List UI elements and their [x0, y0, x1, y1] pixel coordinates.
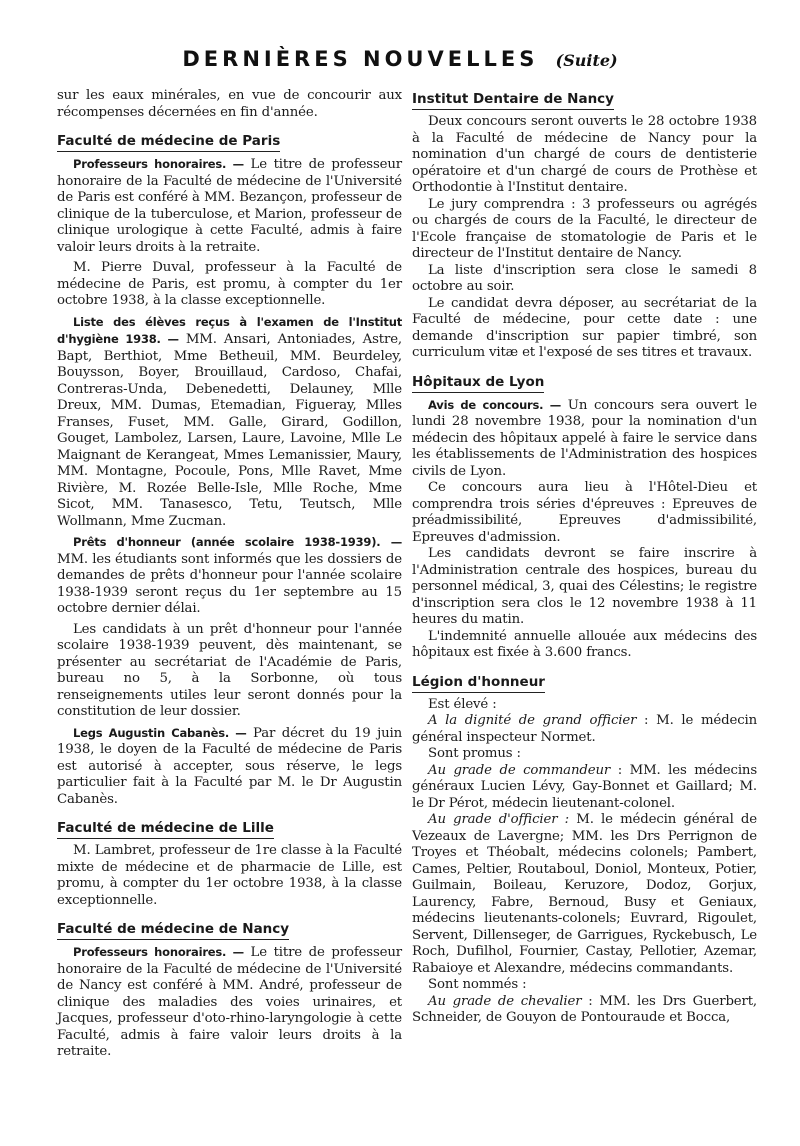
page-title-suite: (Suite) — [555, 51, 618, 70]
paris-paragraph-1 — [57, 156, 402, 256]
legion-l7-text: : MM. les Drs Guerbert, Schneider, de Gouyon de Pontouraude et Bocca, — [412, 993, 757, 1025]
legion-line-1: Est élevé : — [428, 696, 497, 712]
paris-p1-text: Le titre de professeur honoraire de la Faculté de médecine de l'Université de Paris est conféré à MM. Bezançon, professeur de clinique de la tuberculose, et Marion, professeur de clinique urologique à cette Faculté, admis à faire valoir leurs droits à la retraite. — [57, 157, 402, 255]
legion-l5-text: M. le médecin général de Vezeaux de Lavergne; MM. les Drs Perrignon de Troyes et Théobalt, médecins colonels; Pambert, Cames, Peltier, Routaboul, Doniol, Monteux, Potier, Guilmain, Boileau, Keruzore, Dodoz, Gorjux, Laurency, Fabre, Bernoud, Busy et Geniaux, médecins lieutenants-colonels; Euvrard, Rigoulet, Servent, Dillenseger, de Garrigues, Ryckebusch, Le Roch, Dufilhol, Fournier, Castay, Pellotier, Azemar, Rabaioye et Alexandre, médecins commandants. — [412, 812, 757, 976]
dentaire-paragraph-3: La liste d'inscription sera close le samedi 8 octobre au soir. — [412, 262, 757, 294]
dentaire-paragraph-4: Le candidat devra déposer, au secrétariat de la Faculté de médecine, pour cette date : une demande d'inscription sur papier timbré, son curriculum vitæ et l'exposé de ses titres et travaux. — [412, 295, 757, 360]
page-title-text: DERNIÈRES NOUVELLES — [182, 47, 539, 71]
left-column — [57, 88, 402, 1061]
lille-paragraph-1: M. Lambret, professeur de 1re classe à la Faculté mixte de médecine et de pharmacie de Lille, est promu, à compter du 1er octobre 1938, à la classe exceptionnelle. — [57, 843, 402, 908]
lyon-paragraph-3: Les candidats devront se faire inscrire à l'Administration centrale des hospices, bureau du personnel médical, 3, quai des Célestins; le registre d'inscription sera clos le 12 novembre 1938 à 11 heures du matin. — [412, 546, 757, 627]
section-paris — [57, 130, 402, 808]
nancy-p1-lead: Professeurs honoraires. — — [73, 945, 244, 959]
intro-paragraph: sur les eaux minérales, en vue de concourir aux récompenses décernées en fin d'année. — [57, 88, 402, 120]
paris-paragraph-6 — [57, 725, 402, 809]
paris-p4-text: MM. les étudiants sont informés que les dossiers de demandes de prêts d'honneur pour l'année scolaire 1938-1939 seront reçus du 1er septembre au 15 octobre dernier délai. — [57, 551, 402, 616]
section-lyon — [412, 371, 757, 662]
section-dentaire — [412, 88, 757, 362]
paris-paragraph-3 — [57, 314, 402, 531]
paris-p3-lead: Liste des élèves reçus à l'examen de l'Institut d'hygiène 1938. — — [57, 314, 402, 346]
page-title — [0, 47, 800, 71]
section-legion — [412, 671, 757, 1027]
legion-l2-italic: A la dignité de grand officier — [428, 713, 637, 728]
section-lille — [57, 817, 402, 909]
section-heading-nancy: Faculté de médecine de Nancy — [57, 921, 289, 940]
legion-line-2 — [412, 713, 757, 746]
right-column — [412, 88, 757, 1027]
paris-paragraph-2: M. Pierre Duval, professeur à la Faculté de médecine de Paris, est promu, à compter du 1er octobre 1938, à la classe exceptionnelle. — [57, 260, 402, 308]
legion-l2-text: : M. le médecin général inspecteur Normet. — [412, 713, 758, 745]
legion-l5-italic: Au grade d'officier : — [428, 812, 570, 827]
nancy-paragraph-1 — [57, 944, 402, 1061]
paris-p4-lead: Prêts d'honneur (année scolaire 1938-1939). — — [73, 535, 402, 549]
paris-p6-text: Par décret du 19 juin 1938, le doyen de la Faculté de médecine de Paris est autorisé à accepter, sous réserve, le legs particulier fait à la Faculté par M. le Dr Augustin Cabanès. — [57, 725, 402, 807]
paris-p6-lead: Legs Augustin Cabanès. — — [73, 725, 247, 740]
nancy-p1-text: Le titre de professeur honoraire de la Faculté de médecine de l'Université de Nancy est conféré à MM. André, professeur de clinique des maladies des voies urinaires, et Jacques, professeur d'oto-rhino-laryngologie à cette Faculté, admis à faire valoir leurs droits à la retraite. — [57, 945, 402, 1059]
lyon-p1-text: Un concours sera ouvert le lundi 28 novembre 1938, pour la nomination d'un médecin des hôpitaux appelé à faire le service dans les établissements de l'Administration des hospices civils de Lyon. — [412, 397, 757, 479]
section-heading-lille: Faculté de médecine de Lille — [57, 820, 274, 839]
legion-l7-italic: Au grade de chevalier — [428, 993, 582, 1009]
section-heading-paris: Faculté de médecine de Paris — [57, 133, 280, 152]
lyon-paragraph-4: L'indemnité annuelle allouée aux médecins des hôpitaux est fixée à 3.600 francs. — [412, 628, 757, 660]
legion-l4-text: : MM. les médecins généraux Lucien Lévy, Gay-Bonnet et Gaillard; M. le Dr Pérot, médecin lieutenant-colonel. — [412, 762, 758, 811]
legion-line-4 — [412, 763, 757, 813]
lyon-p1-lead: Avis de concours. — — [428, 397, 562, 412]
legion-line-5 — [412, 812, 757, 977]
legion-l4-italic: Au grade de commandeur — [428, 762, 611, 778]
paris-paragraph-4 — [57, 534, 402, 618]
legion-line-6: Sont nommés : — [428, 977, 527, 992]
legion-line-3: Sont promus : — [428, 746, 521, 761]
dentaire-paragraph-1: Deux concours seront ouverts le 28 octobre 1938 à la Faculté de médecine de Nancy pour la nomination d'un chargé de cours de dentisterie opératoire et d'un chargé de cours de Prothèse et Orthodontie à l'Institut dentaire. — [412, 114, 757, 195]
section-heading-dentaire: Institut Dentaire de Nancy — [412, 91, 614, 110]
dentaire-paragraph-2: Le jury comprendra : 3 professeurs ou agrégés ou chargés de cours de la Faculté, le directeur de l'Ecole française de stomatologie de Paris et le directeur de l'Institut dentaire de Nancy. — [412, 196, 757, 261]
section-nancy — [57, 918, 402, 1061]
paris-p3-text: MM. Ansari, Antoniades, Astre, Bapt, Berthiot, Mme Betheuil, MM. Beurdeley, Bouysson, Boyer, Brouillaud, Cardoso, Chafai, Contreras-Unda, Debenedetti, Delauney, Mlle Dreux, MM. Dumas, Etemadian, Figueray, Mlles Franses, Fuset, MM. Galle, Girard, Godillon, Gouget, Lambolez, Larsen, Laure, Lavoine, Mlle Le Maignant de Kerangeat, Mmes Lemanissier, Maury, MM. Montagne, Pocoule, Pons, Mlle Ravet, Mme Rivière, M. Rozée Belle-Isle, Mlle Roche, Mme Sicot, MM. Tanasesco, Tetu, Teutsch, Mlle Wollmann, Mme Zucman. — [57, 332, 402, 529]
lyon-paragraph-1 — [412, 397, 757, 481]
legion-line-7 — [412, 994, 757, 1027]
paris-paragraph-5: Les candidats à un prêt d'honneur pour l'année scolaire 1938-1939 peuvent, dès maintenant, se présenter au secrétariat de l'Académie de Paris, bureau no 5, à la Sorbonne, où tous renseignements utiles leur seront donnés pour la constitution de leur dossier. — [57, 621, 402, 719]
section-heading-legion: Légion d'honneur — [412, 674, 545, 693]
lyon-paragraph-2: Ce concours aura lieu à l'Hôtel-Dieu et comprendra trois séries d'épreuves : Epreuves de préadmissibilité, Epreuves d'admissibilité, Epreuves d'admission. — [412, 480, 757, 545]
section-heading-lyon: Hôpitaux de Lyon — [412, 374, 544, 393]
paris-p1-lead: Professeurs honoraires. — — [73, 157, 244, 171]
